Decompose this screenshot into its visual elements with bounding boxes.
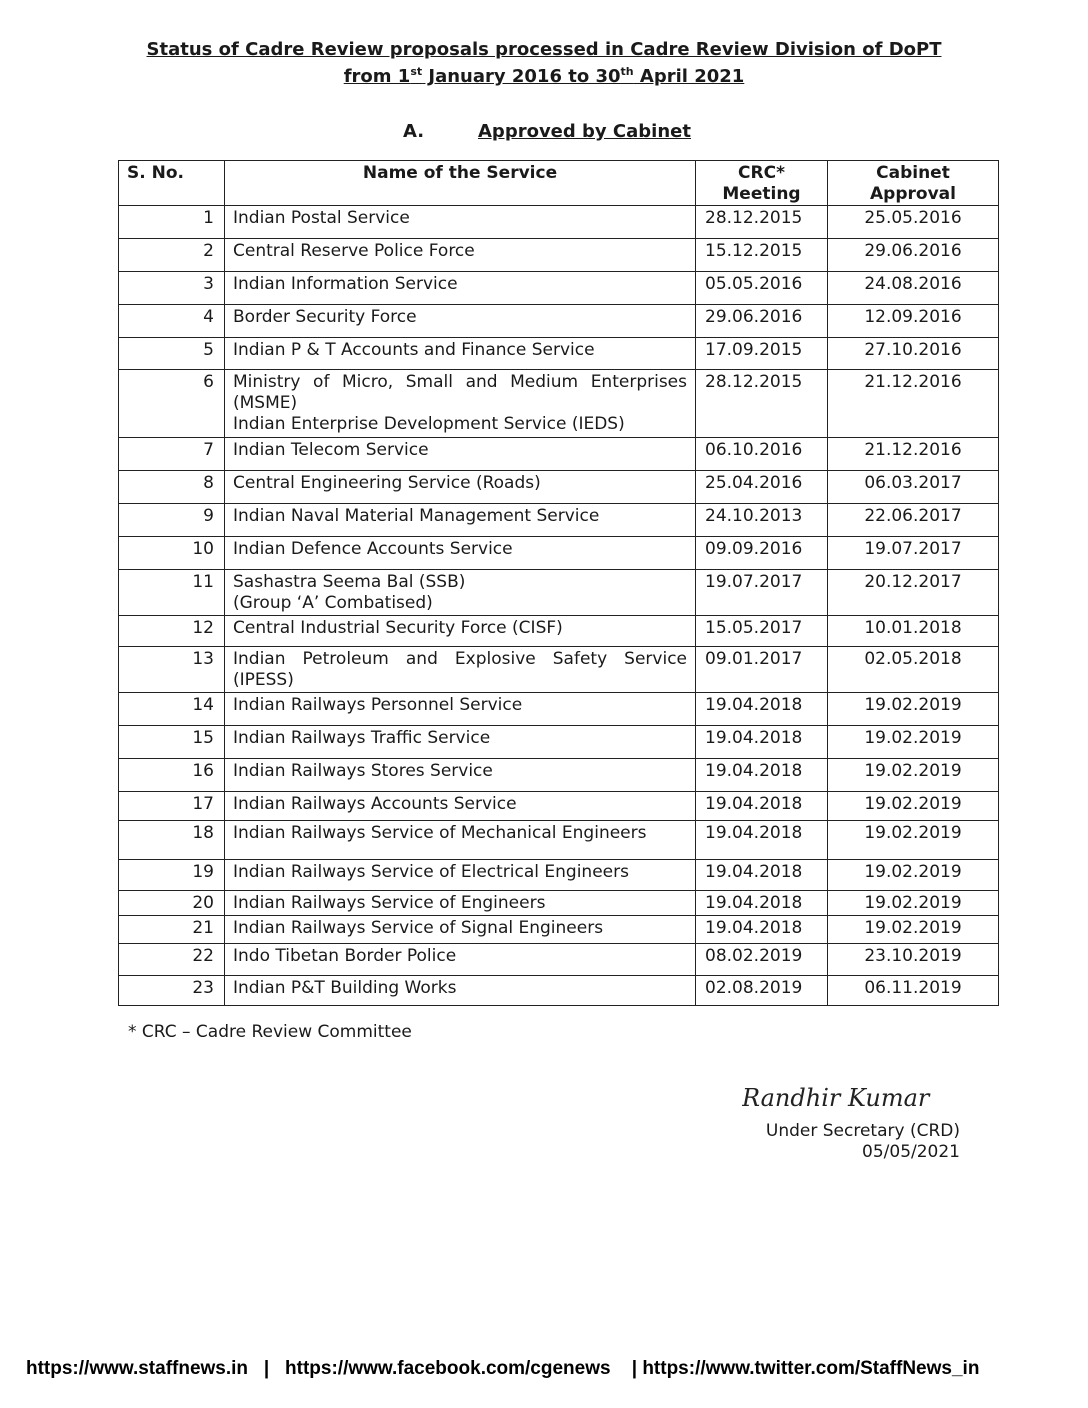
subtitle-middle: January 2016 to 30 (422, 66, 621, 87)
cell-service-name: Indian Railways Stores Service (225, 759, 696, 792)
cell-crc-date: 19.04.2018 (696, 792, 828, 821)
cell-service-name: Central Engineering Service (Roads) (225, 471, 696, 504)
header-sno: S. No. (119, 161, 225, 206)
service-name-line1: Ministry of Micro, Small and Medium Enterprises (MSME) (233, 372, 687, 413)
table-row (119, 616, 999, 647)
table-row (119, 504, 999, 537)
document-title: Status of Cadre Review proposals processed in Cadre Review Division of DoPT (146, 39, 942, 60)
cell-sno: 15 (119, 726, 225, 759)
header-crc-line1: CRC* (738, 163, 785, 183)
cell-service-name: Indian P&T Building Works (225, 976, 696, 1006)
service-name-line2: Indian Enterprise Development Service (IEDS) (233, 414, 625, 434)
cell-sno: 14 (119, 693, 225, 726)
cell-cabinet-date: 23.10.2019 (828, 944, 999, 976)
cell-crc-date: 25.04.2016 (696, 471, 828, 504)
cell-service-name: Indian Railways Service of Electrical Engineers (225, 860, 696, 891)
cell-cabinet-date: 19.02.2019 (828, 916, 999, 944)
cell-crc-date: 09.01.2017 (696, 647, 828, 693)
cell-service-name: Indian Information Service (225, 272, 696, 305)
table-header-row (119, 161, 999, 206)
cell-crc-date: 19.04.2018 (696, 891, 828, 916)
cell-sno: 11 (119, 570, 225, 616)
cell-crc-date: 06.10.2016 (696, 438, 828, 471)
cell-sno: 20 (119, 891, 225, 916)
service-name-line1: Sashastra Seema Bal (SSB) (233, 572, 466, 592)
signature-text: Randhir Kumar (742, 1084, 930, 1112)
cell-service-name: Indian Railways Traffic Service (225, 726, 696, 759)
table-row (119, 438, 999, 471)
header-name: Name of the Service (225, 161, 696, 206)
table-row (119, 891, 999, 916)
cell-service-name: Central Industrial Security Force (CISF) (225, 616, 696, 647)
cell-cabinet-date: 19.02.2019 (828, 759, 999, 792)
document-subtitle (0, 61, 1088, 88)
cell-cabinet-date: 20.12.2017 (828, 570, 999, 616)
cell-sno: 1 (119, 206, 225, 239)
cell-cabinet-date: 27.10.2016 (828, 338, 999, 370)
cell-crc-date: 19.04.2018 (696, 693, 828, 726)
table-body (119, 206, 999, 1006)
cell-service-name: Indian Telecom Service (225, 438, 696, 471)
cell-service-name: Indian Railways Personnel Service (225, 693, 696, 726)
cell-crc-date: 09.09.2016 (696, 537, 828, 570)
cell-cabinet-date: 19.07.2017 (828, 537, 999, 570)
cell-service-name: Indian Petroleum and Explosive Safety Service (IPESS) (225, 647, 696, 693)
cell-crc-date: 08.02.2019 (696, 944, 828, 976)
footer-separator: | (263, 1358, 270, 1379)
service-name-line2: (Group ‘A’ Combatised) (233, 593, 433, 613)
cell-sno: 6 (119, 370, 225, 438)
table-row (119, 792, 999, 821)
table-row (119, 976, 999, 1006)
cell-sno: 12 (119, 616, 225, 647)
cell-cabinet-date: 25.05.2016 (828, 206, 999, 239)
cell-crc-date: 24.10.2013 (696, 504, 828, 537)
cell-cabinet-date: 29.06.2016 (828, 239, 999, 272)
cell-sno: 23 (119, 976, 225, 1006)
cell-sno: 17 (119, 792, 225, 821)
cell-sno: 19 (119, 860, 225, 891)
cell-service-name: Indian Railways Accounts Service (225, 792, 696, 821)
cell-crc-date: 19.07.2017 (696, 570, 828, 616)
cell-crc-date: 28.12.2015 (696, 370, 828, 438)
cell-service-name (225, 370, 696, 438)
cell-cabinet-date: 19.02.2019 (828, 693, 999, 726)
cell-service-name (225, 570, 696, 616)
table-row (119, 759, 999, 792)
table-row (119, 693, 999, 726)
cell-sno: 8 (119, 471, 225, 504)
cell-crc-date: 28.12.2015 (696, 206, 828, 239)
cell-service-name: Central Reserve Police Force (225, 239, 696, 272)
cell-crc-date: 15.12.2015 (696, 239, 828, 272)
cell-service-name: Indian Naval Material Management Service (225, 504, 696, 537)
cell-crc-date: 19.04.2018 (696, 821, 828, 860)
cell-sno: 16 (119, 759, 225, 792)
footer-link-twitter[interactable]: https://www.twitter.com/StaffNews_in (642, 1358, 980, 1379)
table-row (119, 206, 999, 239)
cell-cabinet-date: 19.02.2019 (828, 860, 999, 891)
footer-separator: | (631, 1358, 638, 1379)
footer-link-facebook[interactable]: https://www.facebook.com/cgenews (285, 1358, 611, 1379)
cell-service-name: Indian Railways Service of Signal Engineers (225, 916, 696, 944)
table-row (119, 537, 999, 570)
cell-crc-date: 05.05.2016 (696, 272, 828, 305)
table-row (119, 860, 999, 891)
cell-crc-date: 19.04.2018 (696, 726, 828, 759)
cell-sno: 13 (119, 647, 225, 693)
cell-service-name: Indo Tibetan Border Police (225, 944, 696, 976)
cell-sno: 18 (119, 821, 225, 860)
cell-sno: 3 (119, 272, 225, 305)
table-row (119, 338, 999, 370)
header-crc (696, 161, 828, 206)
cell-sno: 21 (119, 916, 225, 944)
cell-sno: 5 (119, 338, 225, 370)
cell-cabinet-date: 19.02.2019 (828, 821, 999, 860)
section-letter: A. (403, 121, 425, 142)
cell-cabinet-date: 02.05.2018 (828, 647, 999, 693)
subtitle-sup-st: st (410, 65, 423, 78)
subtitle-sup-th: th (620, 65, 634, 78)
cell-cabinet-date: 10.01.2018 (828, 616, 999, 647)
signature-image (742, 1080, 972, 1120)
cell-crc-date: 19.04.2018 (696, 860, 828, 891)
cell-crc-date: 17.09.2015 (696, 338, 828, 370)
cell-sno: 7 (119, 438, 225, 471)
cell-service-name: Indian Postal Service (225, 206, 696, 239)
table-row (119, 821, 999, 860)
cell-crc-date: 19.04.2018 (696, 759, 828, 792)
table-row (119, 471, 999, 504)
cell-crc-date: 29.06.2016 (696, 305, 828, 338)
subtitle-end: April 2021 (633, 66, 745, 87)
table-row (119, 726, 999, 759)
table-row (119, 272, 999, 305)
table-row (119, 647, 999, 693)
cell-sno: 2 (119, 239, 225, 272)
header-cabinet-line1: Cabinet (876, 163, 950, 183)
subtitle-from: from 1 (343, 66, 411, 87)
cell-sno: 10 (119, 537, 225, 570)
cell-cabinet-date: 22.06.2017 (828, 504, 999, 537)
cell-cabinet-date: 06.11.2019 (828, 976, 999, 1006)
cell-sno: 4 (119, 305, 225, 338)
cell-service-name: Indian Railways Service of Mechanical Engineers (225, 821, 696, 860)
section-title: Approved by Cabinet (478, 121, 691, 142)
cell-sno: 22 (119, 944, 225, 976)
table-row (119, 916, 999, 944)
header-cabinet (828, 161, 999, 206)
header-crc-line2: Meeting (722, 184, 801, 204)
cell-cabinet-date: 19.02.2019 (828, 792, 999, 821)
signatory-designation: Under Secretary (CRD) (765, 1121, 960, 1141)
cell-cabinet-date: 19.02.2019 (828, 891, 999, 916)
cell-service-name: Indian P & T Accounts and Finance Service (225, 338, 696, 370)
signatory-date: 05/05/2021 (862, 1142, 960, 1162)
cell-cabinet-date: 12.09.2016 (828, 305, 999, 338)
footer-link-staffnews[interactable]: https://www.staffnews.in (26, 1358, 249, 1379)
cell-cabinet-date: 21.12.2016 (828, 370, 999, 438)
table-row (119, 944, 999, 976)
cell-cabinet-date: 06.03.2017 (828, 471, 999, 504)
table-row (119, 239, 999, 272)
cell-cabinet-date: 19.02.2019 (828, 726, 999, 759)
cell-crc-date: 19.04.2018 (696, 916, 828, 944)
cell-sno: 9 (119, 504, 225, 537)
cell-service-name: Border Security Force (225, 305, 696, 338)
cell-crc-date: 02.08.2019 (696, 976, 828, 1006)
cell-service-name: Indian Defence Accounts Service (225, 537, 696, 570)
cell-cabinet-date: 21.12.2016 (828, 438, 999, 471)
table-row (119, 570, 999, 616)
table-row (119, 305, 999, 338)
table-row (119, 370, 999, 438)
cell-service-name: Indian Railways Service of Engineers (225, 891, 696, 916)
cell-crc-date: 15.05.2017 (696, 616, 828, 647)
footer-links (26, 1358, 979, 1380)
header-cabinet-line2: Approval (870, 184, 956, 204)
footnote: * CRC – Cadre Review Committee (128, 1022, 412, 1042)
cell-cabinet-date: 24.08.2016 (828, 272, 999, 305)
approvals-table (118, 160, 999, 1006)
